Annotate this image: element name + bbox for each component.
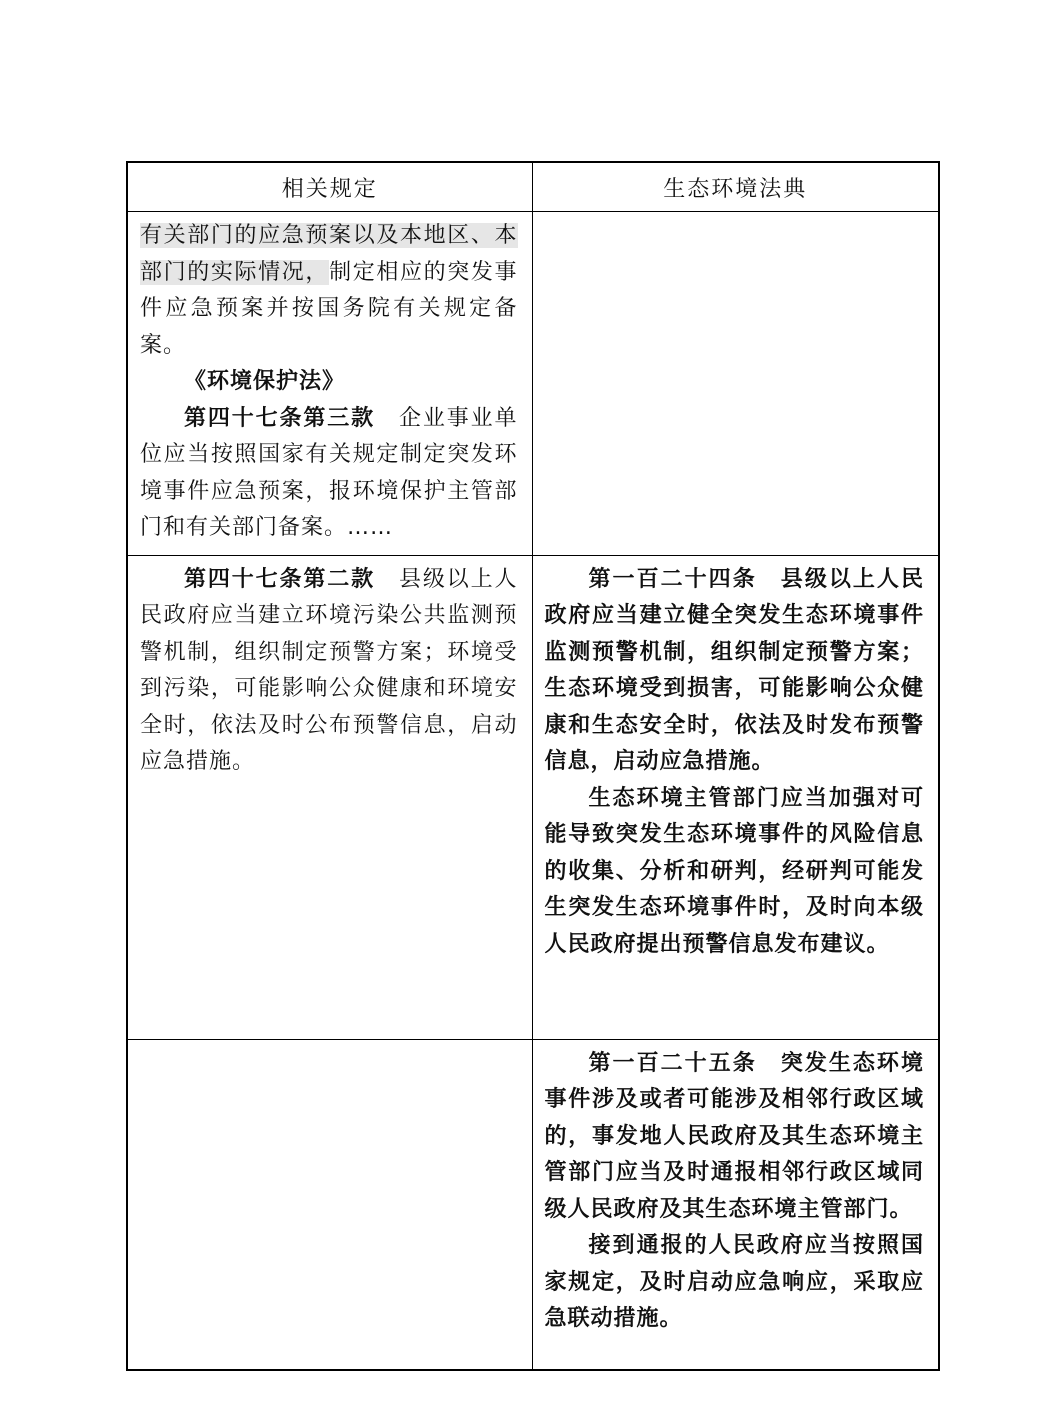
table-row	[127, 555, 939, 1039]
row1-right-cell-empty	[532, 212, 939, 556]
row1-left-paragraph-2: 第四十七条第三款 企业事业单位应当按照国家有关规定制定突发环境事件应急预案，报环境保护主管部门和有关部门备案。……	[140, 405, 518, 540]
row2-right-paragraph-1: 第一百二十四条 县级以上人民政府应当建立健全突发生态环境事件监测预警机制，组织制定预警方案；生态环境受到损害，可能影响公众健康和生态安全时，依法及时发布预警信息，启动应急措施。	[544, 566, 924, 774]
row2-left-paragraph: 第四十七条第二款 县级以上人民政府应当建立环境污染公共监测预警机制，组织制定预警方案；环境受到污染，可能影响公众健康和环境安全时，依法及时公布预警信息，启动应急措施。	[140, 566, 518, 774]
row2-right-paragraph-2: 生态环境主管部门应当加强对可能导致突发生态环境事件的风险信息的收集、分析和研判，经研判可能发生突发生态环境事件时，及时向本级人民政府提出预警信息发布建议。	[544, 785, 924, 957]
header-related-provisions: 相关规定	[127, 162, 532, 212]
header-row	[127, 162, 939, 212]
row3-left-cell-empty	[127, 1039, 532, 1370]
row3-right-paragraph-1: 第一百二十五条 突发生态环境事件涉及或者可能涉及相邻行政区域的，事发地人民政府及其生态环境主管部门应当及时通报相邻行政区域同级人民政府及其生态环境主管部门。	[544, 1050, 924, 1222]
row1-left-cell	[127, 212, 532, 556]
header-eco-environment-code: 生态环境法典	[532, 162, 939, 212]
law-name: 《环境保护法》	[184, 369, 346, 394]
table-row	[127, 212, 939, 556]
row3-right-paragraph-2: 接到通报的人民政府应当按照国家规定，及时启动应急响应，采取应急联动措施。	[544, 1233, 924, 1331]
table-row	[127, 1039, 939, 1370]
row3-right-cell	[532, 1039, 939, 1370]
row2-left-cell	[127, 555, 532, 1039]
row2-right-cell	[532, 555, 939, 1039]
comparison-table	[126, 161, 940, 1371]
row1-left-paragraph-1: 有关部门的应急预案以及本地区、本部门的实际情况，制定相应的突发事件应急预案并按国务院有关规定备案。	[140, 223, 518, 358]
